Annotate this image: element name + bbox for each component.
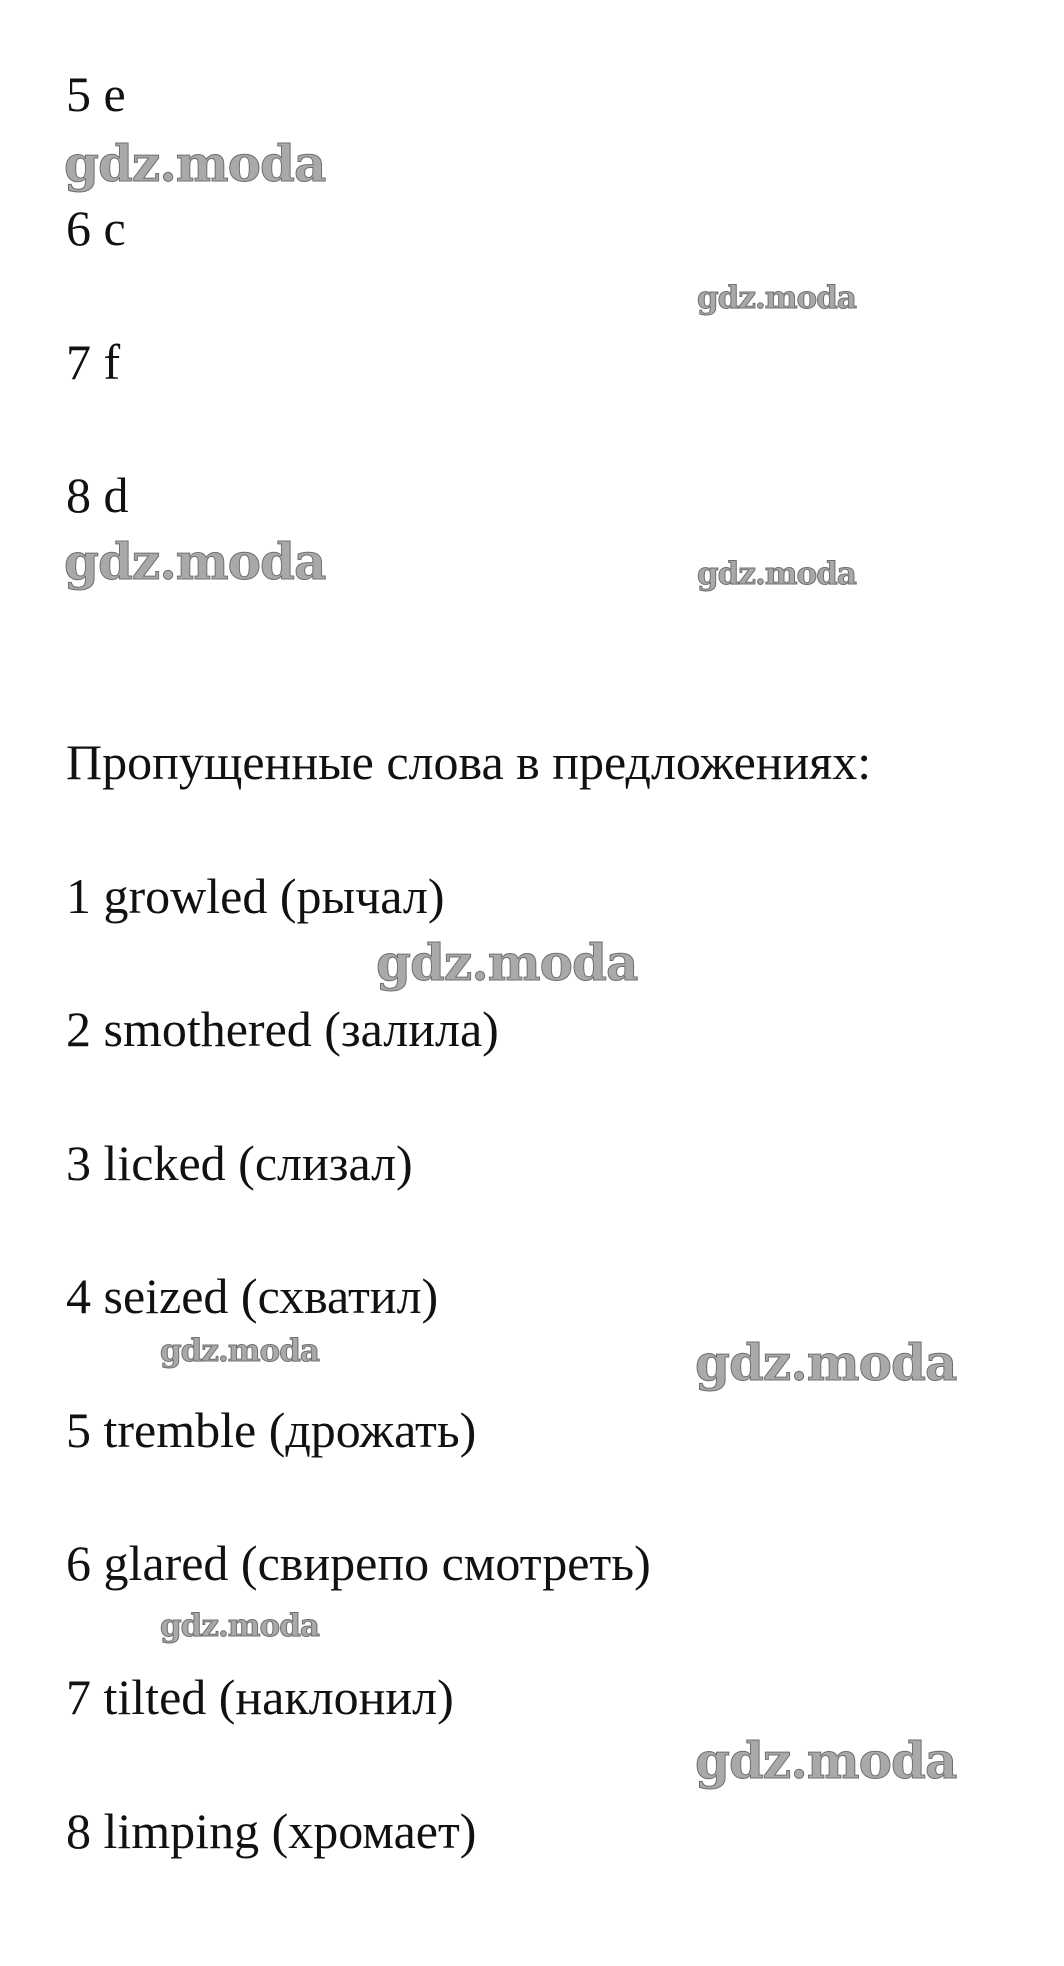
word-item-3: [66, 1135, 413, 1191]
watermark: gdz.moda: [376, 933, 638, 992]
word-item-8: [66, 1803, 476, 1859]
match-letter: e: [103, 66, 126, 122]
word-text: licked (слизал): [103, 1135, 413, 1191]
match-letter: d: [103, 467, 129, 523]
word-item-6: [66, 1535, 651, 1591]
watermark: gdz.moda: [160, 1333, 319, 1369]
match-letter: f: [103, 334, 121, 390]
word-text: tremble (дрожать): [103, 1402, 477, 1458]
match-item-6: [66, 200, 126, 256]
word-text: tilted (наклонил): [103, 1669, 454, 1725]
match-item-7: [66, 334, 120, 390]
word-number: 7: [66, 1669, 91, 1725]
match-number: 8: [66, 467, 91, 523]
match-number: 7: [66, 334, 91, 390]
word-number: 1: [66, 868, 91, 924]
word-number: 3: [66, 1135, 91, 1191]
word-number: 2: [66, 1001, 91, 1057]
word-number: 5: [66, 1402, 91, 1458]
word-text: growled (рычал): [103, 868, 445, 924]
watermark: gdz.moda: [64, 532, 326, 591]
watermark: gdz.moda: [697, 280, 856, 316]
watermark: gdz.moda: [695, 1731, 957, 1790]
word-item-1: [66, 868, 444, 924]
word-item-2: [66, 1001, 499, 1057]
word-item-4: [66, 1268, 438, 1324]
match-number: 6: [66, 200, 91, 256]
match-item-5: [66, 66, 126, 122]
match-item-8: [66, 467, 129, 523]
watermark: gdz.moda: [697, 556, 856, 592]
word-number: 8: [66, 1803, 91, 1859]
watermark: gdz.moda: [695, 1333, 957, 1392]
word-item-5: [66, 1402, 476, 1458]
word-number: 6: [66, 1535, 91, 1591]
word-text: smothered (залила): [103, 1001, 499, 1057]
watermark: gdz.moda: [160, 1608, 319, 1644]
word-text: seized (схватил): [103, 1268, 439, 1324]
watermark: gdz.moda: [64, 134, 326, 193]
word-text: glared (свирепо смотреть): [103, 1535, 651, 1591]
word-number: 4: [66, 1268, 91, 1324]
section-heading: Пропущенные слова в предложениях:: [66, 734, 872, 790]
match-letter: c: [103, 200, 126, 256]
match-number: 5: [66, 66, 91, 122]
word-text: limping (хромает): [103, 1803, 477, 1859]
word-item-7: [66, 1669, 454, 1725]
